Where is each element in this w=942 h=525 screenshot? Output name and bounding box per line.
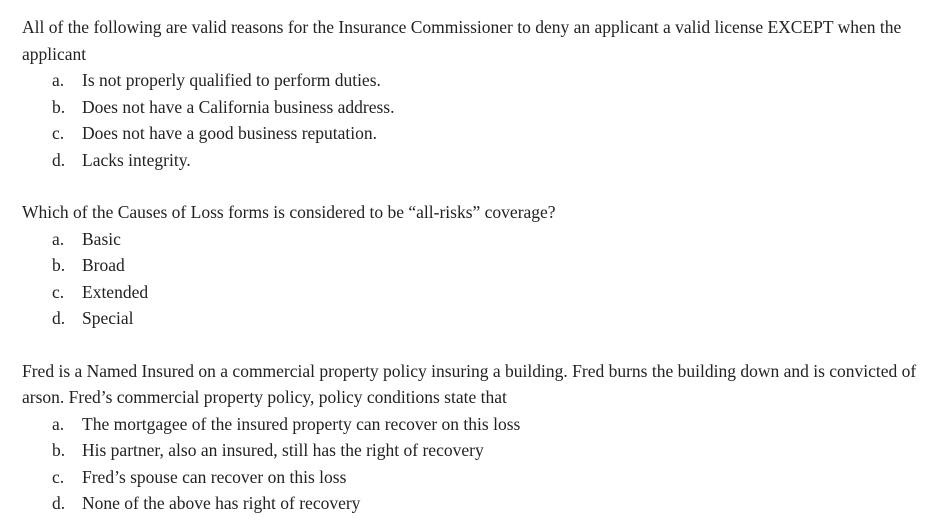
question-stem: Which of the Causes of Loss forms is considered to be “all-risks” coverage? — [22, 202, 556, 222]
option-text: None of the above has right of recovery — [82, 493, 361, 513]
answer-option-b — [52, 437, 927, 464]
option-letter: a. — [52, 228, 65, 249]
option-text: Fred’s spouse can recover on this loss — [82, 466, 347, 487]
option-text: Lacks integrity. — [82, 149, 191, 170]
option-text: Extended — [82, 281, 149, 302]
answer-option-a — [52, 226, 927, 253]
answer-option-c — [52, 464, 927, 491]
question-2 — [22, 199, 927, 332]
answer-option-c — [52, 279, 927, 306]
answer-option-c — [52, 120, 927, 147]
option-letter: d. — [52, 149, 66, 170]
option-letter: a. — [52, 413, 65, 434]
document-body — [22, 14, 927, 517]
option-text: Special — [82, 308, 134, 328]
question-3 — [22, 358, 927, 517]
answer-options — [22, 411, 927, 517]
option-text: Basic — [82, 228, 121, 249]
answer-option-b — [52, 94, 927, 121]
option-letter: b. — [52, 255, 66, 275]
question-1 — [22, 14, 927, 173]
question-stem: Fred is a Named Insured on a commercial property policy insuring a building. Fred burns the building down and is convicted of arson. Fred’s commercial property policy, policy conditions state that — [22, 360, 917, 407]
answer-option-d — [52, 490, 927, 517]
option-letter: c. — [52, 123, 65, 143]
answer-option-b — [52, 252, 927, 279]
question-stem: All of the following are valid reasons for the Insurance Commissioner to deny an applicant a valid license EXCEPT when the applicant — [22, 17, 902, 64]
answer-option-a — [52, 411, 927, 438]
option-text: The mortgagee of the insured property can recover on this loss — [82, 413, 521, 434]
option-letter: d. — [52, 308, 66, 328]
answer-options — [22, 67, 927, 173]
option-letter: b. — [52, 96, 66, 117]
option-text: Broad — [82, 255, 125, 275]
answer-option-a — [52, 67, 927, 94]
option-text: Does not have a California business address. — [82, 96, 395, 117]
answer-options — [22, 226, 927, 332]
option-letter: b. — [52, 440, 66, 460]
option-text: His partner, also an insured, still has the right of recovery — [82, 440, 484, 460]
option-letter: a. — [52, 70, 65, 90]
option-letter: d. — [52, 493, 66, 513]
option-letter: c. — [52, 466, 65, 487]
option-text: Is not properly qualified to perform duties. — [82, 70, 381, 90]
answer-option-d — [52, 305, 927, 332]
option-letter: c. — [52, 281, 65, 302]
answer-option-d — [52, 147, 927, 174]
option-text: Does not have a good business reputation. — [82, 123, 378, 143]
